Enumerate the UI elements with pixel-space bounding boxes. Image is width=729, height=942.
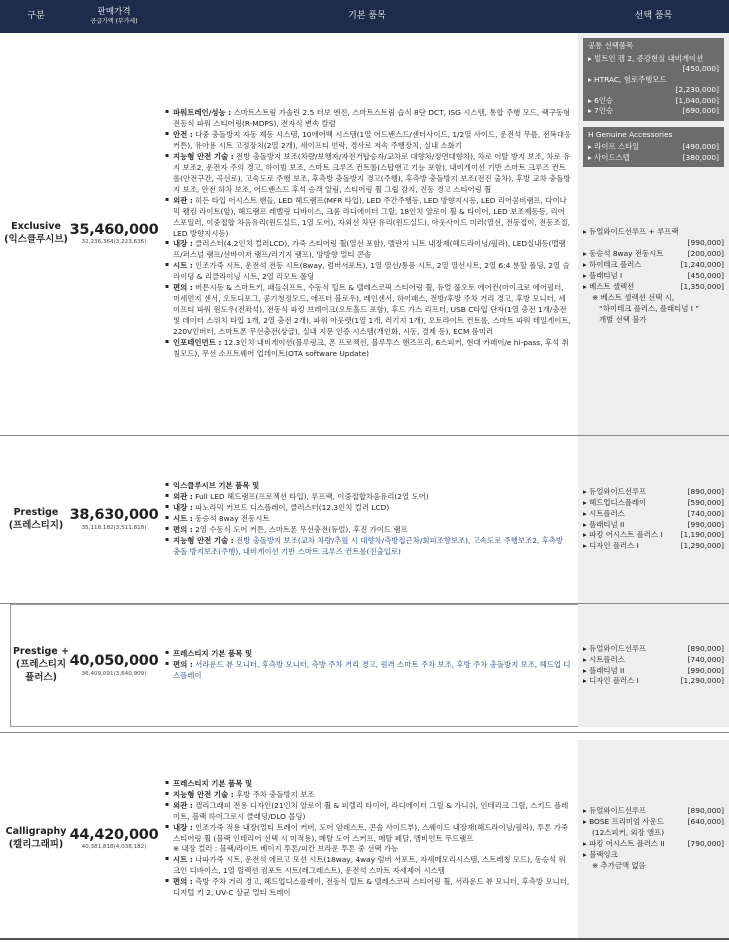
item-category: 지능형 안전 기술 : bbox=[173, 151, 234, 161]
item-text: 스마트스트림 가솔린 2.5 터보 엔진, 스마트스트림 습식 8단 DCT, ISG 시스템, 통합 주행 모드, 랙구동형 전동식 파워 스티어링(R-MDPS), 전자식 변속 칼럼 bbox=[173, 108, 571, 128]
trim-name: Calligraphy (캘리그래피) bbox=[5, 826, 67, 850]
item-category: 지능형 안전 기술 : bbox=[173, 535, 234, 545]
basic-item bbox=[164, 536, 572, 558]
item-category: 외관 : bbox=[173, 492, 193, 502]
header-price: 판매가격 공급가액 (부가세) bbox=[90, 6, 138, 25]
item-text: 클러스터(4.2인치 컬러LCD), 가죽 스티어링 휠(열선 포함), 멜란지 니트 내장재(헤드라이닝/필라), LED실내등(맵램프/퍼스널 램프/선바이저 램프/러기지 램프), 앙방향 멀티 콘솔 bbox=[173, 239, 566, 260]
basic-item bbox=[164, 844, 572, 855]
trim-options: ▸ 듀얼와이드선루프 + 루프랙 [990,000] ▸ 동승석 8way 전동시트 [200,000] ▸ 하이테크 플러스 [1,240,000] ▸ 플래티넘 I [450,000] ▸ 베스트 셀렉션 [1,350,000] ※ 베스트 셀렉션 선택 시, “하이테크 플러스, 플래티넘 I ” 개별 선택 불가 bbox=[583, 227, 724, 326]
trim-row-calligraphy bbox=[0, 740, 729, 938]
table-header bbox=[0, 0, 729, 33]
basic-item bbox=[164, 855, 572, 877]
trim-row-prestige-plus bbox=[0, 604, 729, 727]
trim-price: 40,050,000 36,409,091(3,640,909) bbox=[69, 653, 159, 677]
table-bottom-border bbox=[0, 938, 729, 940]
item-category: 인포테인먼트 : bbox=[173, 338, 222, 348]
basic-item bbox=[164, 514, 572, 525]
basic-items-list bbox=[156, 33, 578, 435]
row-divider bbox=[0, 732, 729, 733]
item-text: 2열 수동식 도어 커튼, 스마트폰 무선충전(듀얼), 후진 가이드 램프 bbox=[192, 524, 408, 534]
item-category: 편의 : bbox=[173, 283, 193, 293]
accessories-box: H Genuine Accessories ▸ 라이프 스타일 [490,000] ▸ 사이드스텝 [380,000] bbox=[583, 127, 724, 168]
trim-price: 38,630,000 35,118,182(3,511,818) bbox=[69, 507, 159, 531]
common-options-box: 공통 선택품목 ▸ 빌트인 캠 2, 증강현실 내비게이션 [450,000] ▸ HTRAC, 험로주행모드 [2,230,000] ▸ 6인승 [1,040,000] ▸ 7인승 [690,000] bbox=[583, 38, 724, 121]
item-text: 인조가죽 시트, 운전석 전동 시트(8way, 럼버서포트), 1열 열선/통풍 시트, 2열 열선시트, 2열 6:4 분할 폴딩, 2열 슬라이딩 & 리클라이닝 시트, 2열 리모트 폴딩 bbox=[173, 261, 570, 282]
basic-items-list bbox=[156, 740, 578, 938]
basic-item bbox=[164, 492, 572, 503]
item-category: 외관 : bbox=[173, 195, 193, 205]
basic-item bbox=[164, 801, 572, 823]
item-category: 파워트레인/성능 : bbox=[173, 108, 232, 118]
item-text: 다중 충돌방지 자동 제동 시스템, 10에어백 시스템(1열 어드밴스드/센터사이드, 1/2열 사이드, 운전석 무릎, 전복대응커튼), 유아용 시트 고정장치(2열 2개), 세이프티 언락, 경사로 저속 주행장치, 실내 소화기 bbox=[173, 129, 572, 150]
trim-options: ▸ 듀얼와이드선루프 [890,000] ▸ 헤드업디스플레이 [590,000] ▸ 시트플러스 [740,000] ▸ 플래티넘 II [990,000] ▸ 파킹 어시스트 플러스 I [1,190,000] ▸ 디자인 플러스 I [1,290,000] bbox=[583, 487, 724, 553]
item-category: 시트 : bbox=[173, 514, 193, 524]
item-category: 내장 : bbox=[173, 239, 193, 249]
item-text: 후방 주차 충돌방지 보조 bbox=[233, 789, 315, 799]
item-category: 익스클루시브 기본 품목 및 bbox=[173, 481, 260, 491]
basic-item bbox=[164, 481, 572, 492]
basic-item bbox=[164, 525, 572, 536]
basic-items-list bbox=[156, 604, 578, 727]
trim-options: ▸ 듀얼와이드선루프 [890,000] ▸ BOSE 프리미엄 사운드 [640,000] (12스피커, 외장 앰프) ▸ 파킹 어시스트 플러스 II [790,000] ▸ 블랙잉크 ※ 추가금액 없음 bbox=[583, 806, 724, 872]
item-text: 측방 주차 거리 경고, 헤드업디스플레이, 전동식 틸트 & 텔레스코픽 스티어링 휠, 서라운드 뷰 모니터, 후측방 모니터, 디지털 키 2, UV-C 살균 멀티 트레이 bbox=[173, 877, 570, 898]
item-category: 프레스티지 기본 품목 및 bbox=[173, 649, 253, 659]
item-category: 지능형 안전 기술 : bbox=[173, 789, 234, 799]
options-column bbox=[578, 436, 729, 603]
trim-row-exclusive bbox=[0, 33, 729, 435]
basic-item bbox=[164, 503, 572, 514]
item-category: 내장 : bbox=[173, 822, 193, 832]
basic-item bbox=[164, 261, 572, 283]
basic-item bbox=[164, 130, 572, 152]
trim-options: ▸ 듀얼와이드선루프 [890,000] ▸ 시트플러스 [740,000] ▸ 플래티넘 II [990,000] ▸ 디자인 플러스 I [1,290,000] bbox=[583, 644, 724, 688]
item-text: 전방 충돌방지 보조(차량/보행자/자전거탑승자/교차로 대향차/정면대향차), 차로 이탈 방지 보조, 차로 유지 보조2, 운전자 주의 경고, 하이빔 보조, 스마트 크루즈 컨트롤(스탑앤고 기능 포함), 내비게이션 기반 스마트 크루즈 컨트롤(안전구간, 곡선로), 고속도로 주행 보조, 후측방 충돌방지 경고(주행), 후측방 충돌방지 보조(전진 출차), 후방 교차 충돌방지 보조, 안전 하차 보조, 어드밴스드 후석 승객 알림, 스티어링 휠 그립 감지, 진동 경고 스티어링 휠 bbox=[173, 151, 571, 194]
trim-price: 44,420,000 40,381,818(4,038,182) bbox=[69, 826, 159, 851]
options-column bbox=[578, 740, 729, 938]
basic-item bbox=[164, 152, 572, 196]
item-text: 서라운드 뷰 모니터, 후측방 모니터, 측방 주차 거리 경고, 원격 스마트 주차 보조, 후방 주차 충돌방지 보조, 헤드업 디스플레이 bbox=[173, 660, 571, 680]
item-text: 버튼시동 & 스마트키, 패들쉬프트, 수동식 틸트 & 텔레스코픽 스티어링 휠, 듀얼 풀오토 에어컨(마이크로 에어필터, 미세먼지 센서, 오토디포그, 공기청정모드, 애프터 블로우), 레인센서, 하이패스, 전방/후방 주차 거리 경고, 후방 모니터, 세이프티 파워 윈도우(전좌석), 전동식 파킹 브레이크(오토홀드 포함), 후드 가스 리프터, USB C타입 단자(1열 충전 1개/충전 및 데이터 스위치 타입 1개, 2열 충전 2개), 파워 아웃렛(1열 1개, 러기지 1개), 오토라이트 컨트롤, 스마트 파워 테일게이트, 220V인버터, 스마트폰 무선충전(상급), 실내 지문 인증 시스템(개인화, 시동, 결제 등), ECM 룸미러 bbox=[173, 283, 571, 337]
item-text: 나파가죽 시트, 운전석 에르고 모션 시트(18way, 4way 럼버 서포트, 자세메모리시스템, 스트레칭 모드), 동승석 워크인 디바이스, 1열 릴렉션 컴포트 시트(레그레스트), 운전석 스마트 자세제어 시스템 bbox=[173, 855, 566, 876]
item-category: 안전 : bbox=[173, 129, 193, 139]
item-text: 인조가죽 적용 내장(멀티 트레이 커버, 도어 암레스트, 콘솔 사이드부), 스웨이드 내장재(헤드라이닝/필라), 투톤 가죽 스티어링 휠 (블랙 인테리어 선택 시 미적용), 메탈 도어 스커프, 메탈 페달, 앰비언트 무드램프 bbox=[173, 822, 569, 843]
basic-item bbox=[164, 779, 572, 790]
item-text: 전방 충돌방지 보조(교차 차량/추월 시 대향차/측방접근차/회피조향보조), 고속도로 주행보조2, 후측방 충돌 방지보조(주행), 내비게이션 기반 스마트 크루즈 컨트롤(진출입로) bbox=[173, 535, 564, 556]
item-text: 동승석 8way 전동시트 bbox=[192, 514, 270, 524]
basic-item bbox=[164, 790, 572, 801]
item-text: 캘리그래피 전용 디자인(21인치 알로이 휠 & 피렐리 타이어, 라디에이터 그릴 & 가니쉬, 인테리크 그릴, 스키드 플레이트, 블랙 하이그로시 클래딩/DLO 몰딩) bbox=[173, 800, 569, 821]
item-text: 12.3인치 내비게이션(블루링크, 폰 프로젝션, 블루투스 핸즈프리, 6스피커, 현대 카페이/e hi-pass, 후석 취침모드), 무선 소프트웨어 업데이트(OTA software Update) bbox=[173, 338, 569, 358]
item-text: Full LED 헤드램프(프로젝션 타입), 루프랙, 이중접합차음유리(2열 도어) bbox=[192, 492, 429, 502]
item-category: 편의 : bbox=[173, 524, 193, 534]
basic-item bbox=[164, 823, 572, 845]
trim-price: 35,460,000 32,236,364(3,223,636) bbox=[69, 221, 159, 246]
item-text: ※ 내장 컬러 : 블랙/라이트 베이지 투톤/피칸 브라운 투톤 중 선택 가능 bbox=[173, 844, 399, 854]
basic-item bbox=[164, 283, 572, 338]
basic-item bbox=[164, 877, 572, 899]
basic-item bbox=[164, 660, 572, 682]
item-category: 내장 : bbox=[173, 503, 193, 513]
item-category: 외관 : bbox=[173, 800, 193, 810]
trim-name: Exclusive (익스클루시브) bbox=[4, 221, 68, 245]
options-column bbox=[578, 604, 729, 727]
basic-item bbox=[164, 649, 572, 660]
basic-items-list bbox=[156, 436, 578, 603]
trim-name: Prestige (프레스티지) bbox=[8, 506, 64, 531]
basic-item bbox=[164, 239, 572, 261]
header-basic-items: 기본 품목 bbox=[348, 10, 386, 21]
options-column bbox=[578, 33, 729, 435]
trim-row-prestige bbox=[0, 436, 729, 603]
header-options: 선택 품목 bbox=[634, 10, 673, 21]
basic-item bbox=[164, 196, 572, 240]
basic-item bbox=[164, 108, 572, 130]
item-category: 시트 : bbox=[173, 855, 193, 865]
trim-name: Prestige + (프레스티지 플러스) bbox=[12, 646, 70, 683]
basic-item bbox=[164, 338, 572, 360]
item-category: 시트 : bbox=[173, 261, 193, 271]
item-category: 편의 : bbox=[173, 660, 193, 670]
item-text: 파노라믹 커브드 디스플레이, 클러스터(12.3인치 컬러 LCD) bbox=[192, 503, 390, 513]
item-category: 편의 : bbox=[173, 877, 193, 887]
item-category: 프레스티지 기본 품목 및 bbox=[173, 778, 253, 788]
header-category: 구분 bbox=[27, 10, 45, 21]
item-text: 히든 타입 어시스트 핸들, LED 헤드램프(MFR 타입), LED 주간주행등, LED 방향지시등, LED 리어콤비램프, 다이나믹 웰컴 라이트(앞), 헤드램프 레벨링 디바이스, 크롬 라디에이터 그릴, 18인치 알로이 휠 & 타이어, LED 보조제동등, 리어 스포일러, 이중접합 차음유리(윈드실드, 1열 도어), 자외선 차단 유리(윈드실드), 아웃사이드 미러(열선, 전동접이, 전동조절, LED 방향지시등) bbox=[173, 195, 570, 238]
